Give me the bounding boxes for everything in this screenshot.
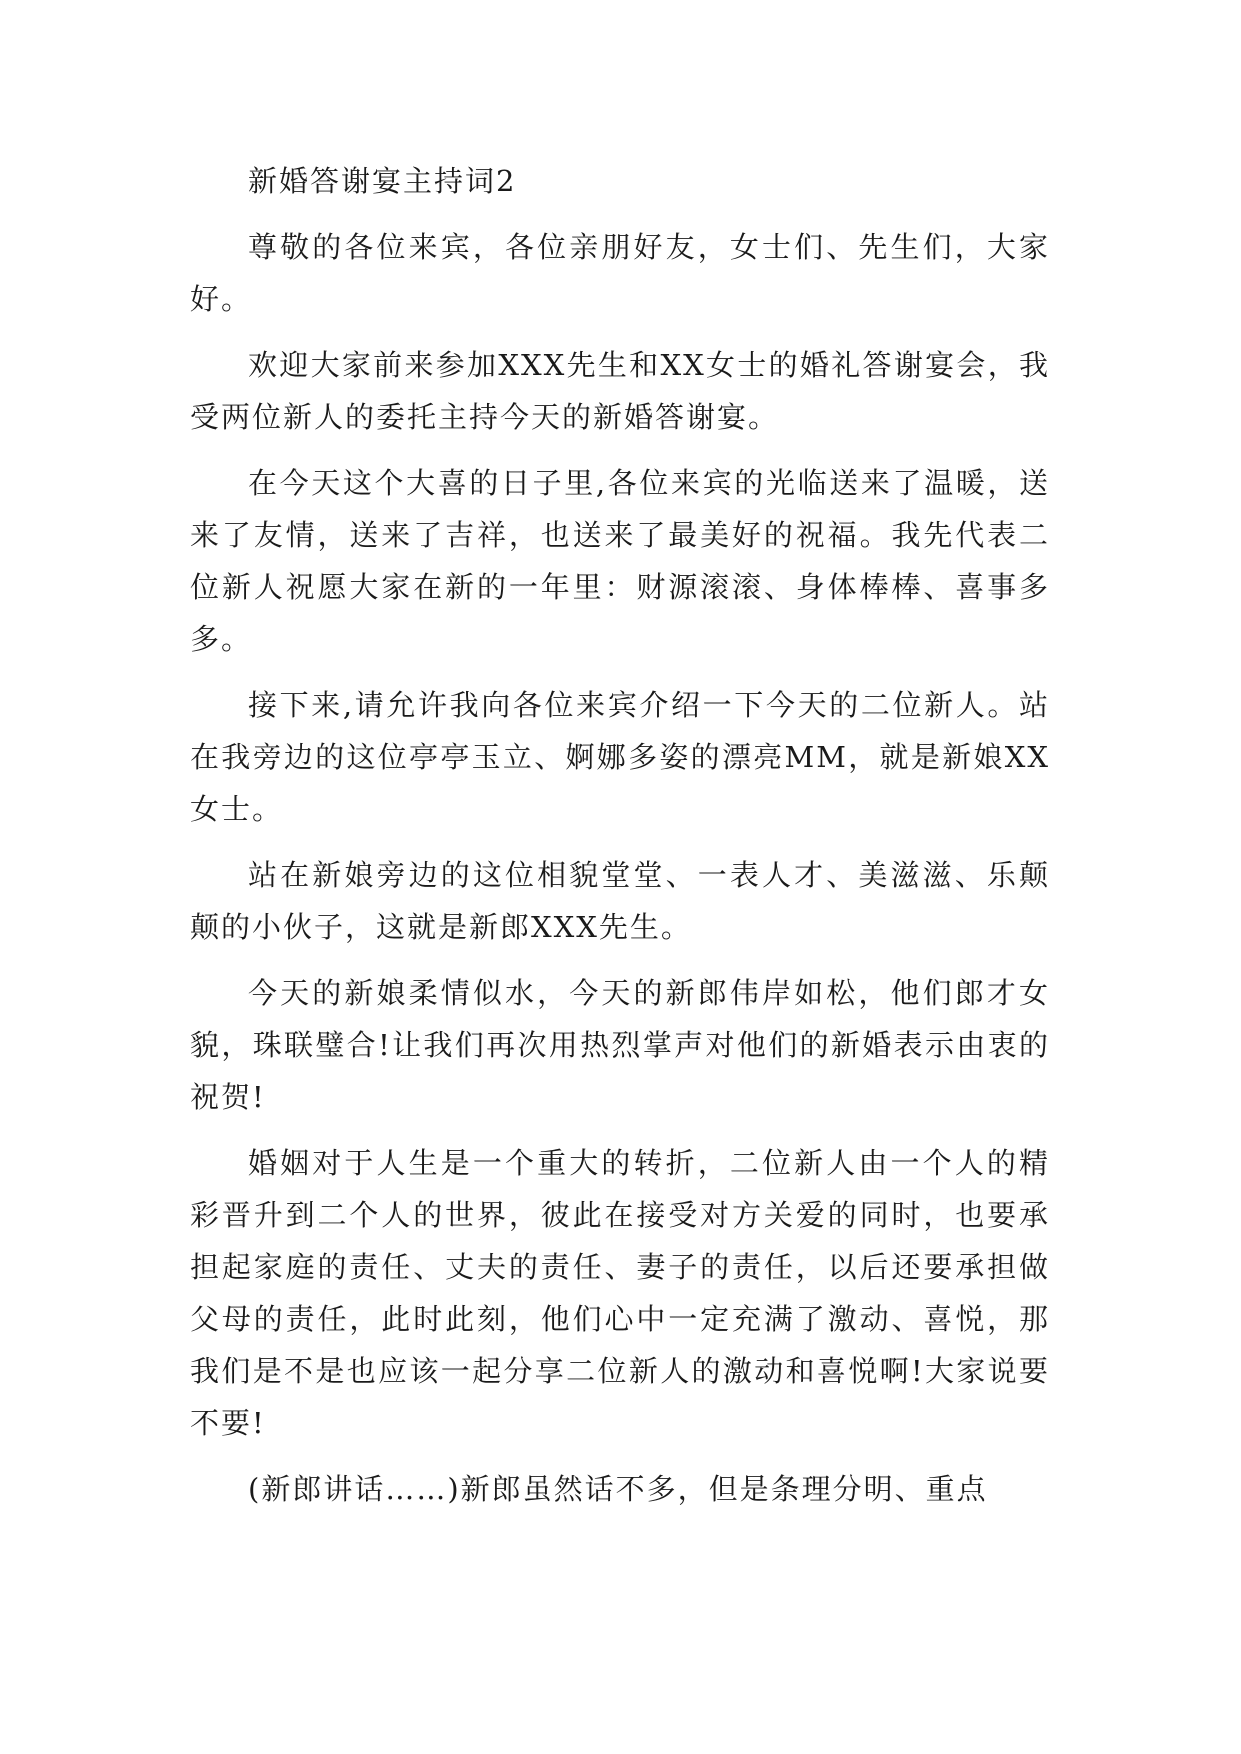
paragraph-welcome: 欢迎大家前来参加XXX先生和XX女士的婚礼答谢宴会，我受两位新人的委托主持今天的新婚答谢宴。 [190, 348, 1050, 434]
paragraph-greeting: 尊敬的各位来宾，各位亲朋好友，女士们、先生们，大家好。 [190, 230, 1050, 316]
paragraph-congratulation: 今天的新娘柔情似水，今天的新郎伟岸如松，他们郎才女貌，珠联璧合!让我们再次用热烈掌声对他们的新婚表示由衷的祝贺! [190, 976, 1050, 1114]
paragraph-groom-speech: (新郎讲话……)新郎虽然话不多，但是条理分明、重点 [248, 1472, 988, 1506]
document-title: 新婚答谢宴主持词2 [248, 164, 517, 198]
paragraph-introduce-bride: 接下来,请允许我向各位来宾介绍一下今天的二位新人。站在我旁边的这位亭亭玉立、婀娜多姿的漂亮MM，就是新娘XX女士。 [190, 688, 1050, 826]
paragraph-marriage: 婚姻对于人生是一个重大的转折，二位新人由一个人的精彩晋升到二个人的世界，彼此在接受对方关爱的同时，也要承担起家庭的责任、丈夫的责任、妻子的责任，以后还要承担做父母的责任，此时此刻，他们心中一定充满了激动、喜悦，那我们是不是也应该一起分享二位新人的激动和喜悦啊!大家说要不要! [190, 1146, 1050, 1440]
paragraph-introduce-groom: 站在新娘旁边的这位相貌堂堂、一表人才、美滋滋、乐颠颠的小伙子，这就是新郎XXX先生。 [190, 858, 1050, 944]
paragraph-blessing: 在今天这个大喜的日子里,各位来宾的光临送来了温暖，送来了友情，送来了吉祥，也送来了最美好的祝福。我先代表二位新人祝愿大家在新的一年里：财源滚滚、身体棒棒、喜事多多。 [190, 466, 1050, 656]
document-body [190, 155, 1050, 1529]
